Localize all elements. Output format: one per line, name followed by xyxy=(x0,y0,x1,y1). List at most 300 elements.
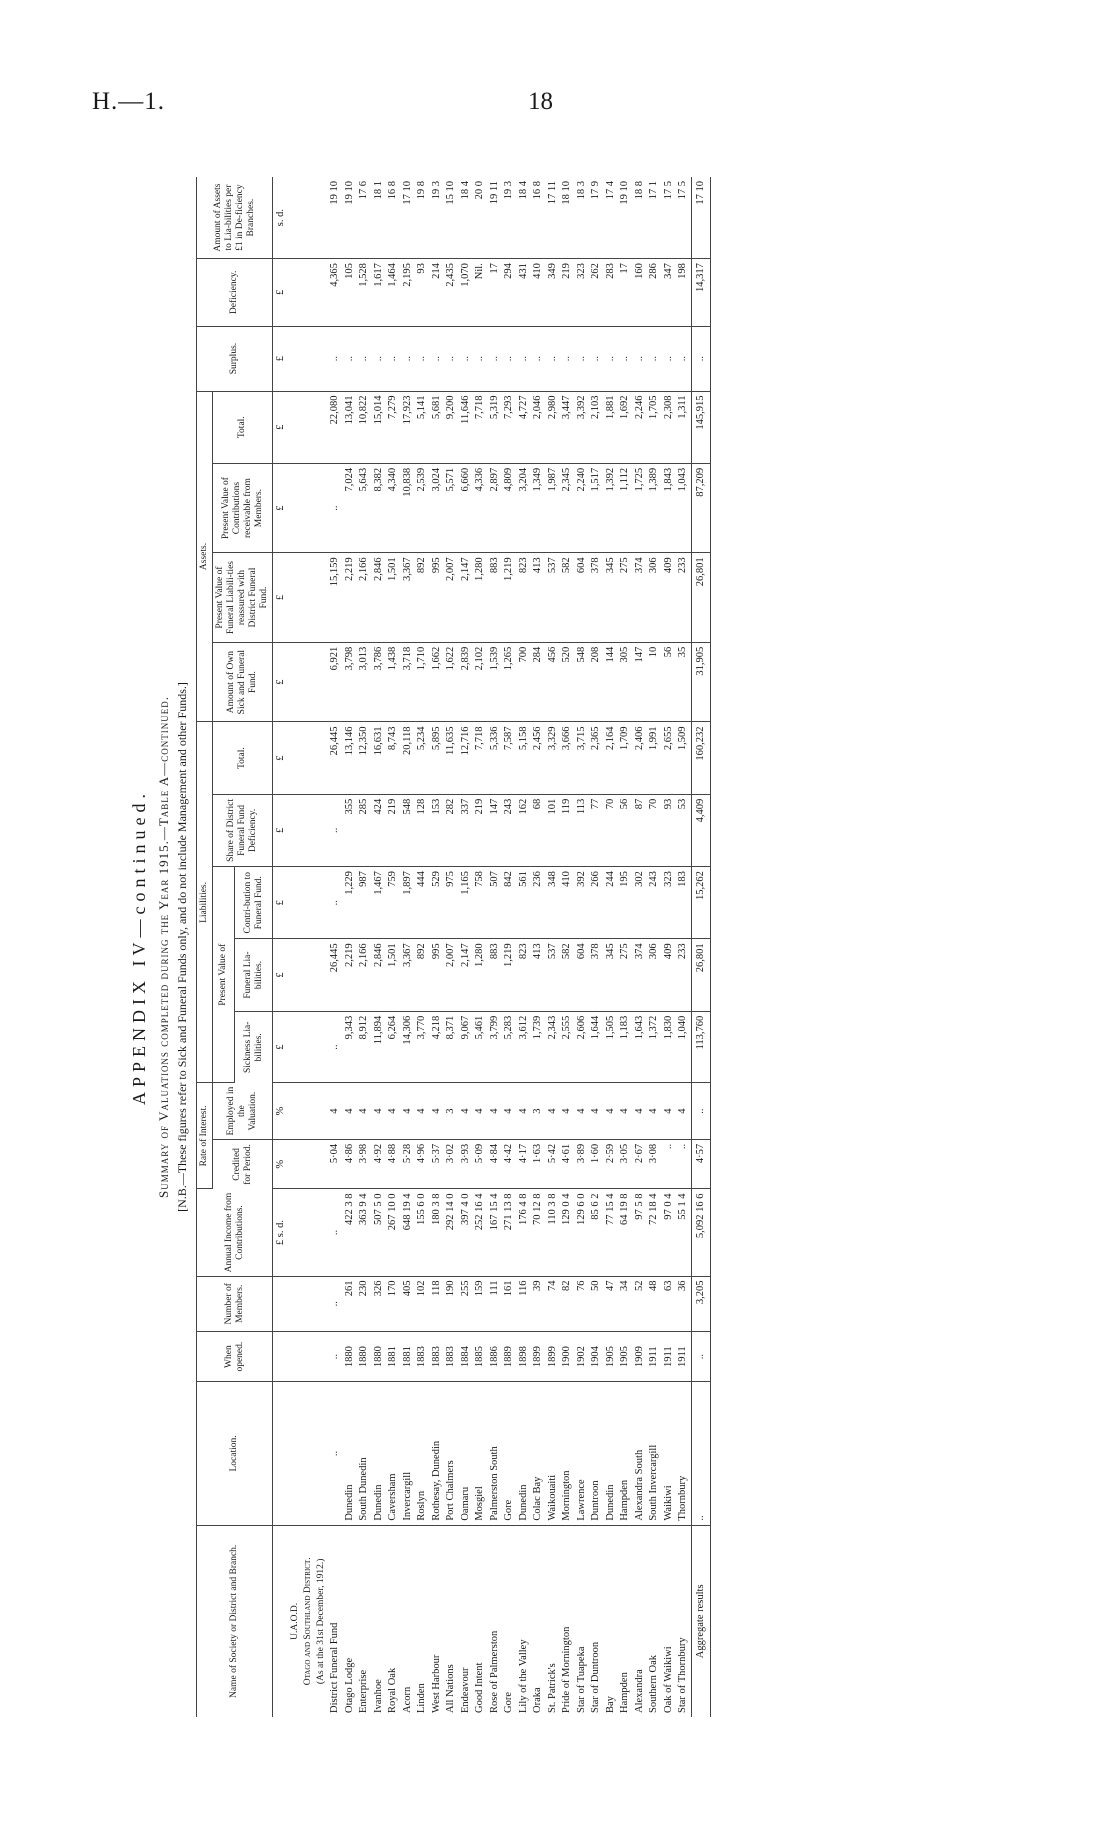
cell-reassured: 1,219 xyxy=(502,552,517,641)
cell-total: 5,158 xyxy=(517,721,532,793)
cell-per-pound: 19 10 xyxy=(343,177,358,259)
cell-employed: 4 xyxy=(415,1082,430,1138)
cell-funeral: 2,219 xyxy=(343,938,358,1010)
cell-employed: 4 xyxy=(676,1082,691,1138)
cell-credited: 3·08 xyxy=(647,1139,662,1189)
col-contribution: Contri-bution to Funeral Fund. xyxy=(235,866,273,938)
group-heading: U.A.O.D. xyxy=(290,1602,300,1640)
cell-reassured: 2,007 xyxy=(444,552,459,641)
cell-funeral: 823 xyxy=(517,938,532,1010)
cell-pv: 1,349 xyxy=(531,463,546,552)
cell-employed: 4 xyxy=(386,1082,401,1138)
cell-surplus: .. xyxy=(546,326,561,391)
cell-per-pound: 18 10 xyxy=(560,177,575,259)
cell-sickness: 11,894 xyxy=(372,1011,387,1083)
cell-surplus: .. xyxy=(633,326,648,391)
cell-location: Caversham xyxy=(386,1381,401,1524)
units-row xyxy=(273,177,290,1717)
cell-pv: 1,843 xyxy=(662,463,677,552)
cell-contribution: 444 xyxy=(415,866,430,938)
cell-per-pound: 17 11 xyxy=(546,177,561,259)
cell-pv: 1,517 xyxy=(589,463,604,552)
cell-own: 1,662 xyxy=(430,642,445,722)
cell-surplus: .. xyxy=(662,326,677,391)
cell-sickness: 2,606 xyxy=(575,1011,590,1083)
cell-name: West Harbour xyxy=(430,1654,442,1713)
cell-surplus: .. xyxy=(575,326,590,391)
unit-contribution: £ xyxy=(273,866,290,938)
col-present-value-of: Present Value of xyxy=(213,866,235,1082)
district-fund-name: District Funeral Fund xyxy=(329,1622,340,1713)
cell-deficiency: 1,464 xyxy=(386,258,401,325)
cell-contribution: 302 xyxy=(633,866,648,938)
district-employed: 4 xyxy=(328,1082,343,1138)
cell-share: 77 xyxy=(589,794,604,866)
cell-total: 5,895 xyxy=(430,721,445,793)
rotated-landscape-table xyxy=(129,177,1089,1717)
cell-sickness: 9,343 xyxy=(343,1011,358,1083)
table-subheading: Summary of Valuations completed during the Year 1915.—Table A—continued. xyxy=(156,695,171,1198)
cell-members: 170 xyxy=(386,1276,401,1331)
unit-reassured: £ xyxy=(273,552,290,641)
cell-location: Dunedin xyxy=(604,1381,619,1524)
cell-income: 110 3 8 xyxy=(546,1189,561,1276)
cell-location: Gore xyxy=(502,1381,517,1524)
cell-employed: 4 xyxy=(517,1082,532,1138)
cell-contribution: 1,467 xyxy=(372,866,387,938)
cell-employed: 4 xyxy=(473,1082,488,1138)
col-rate-employed: Employed in the Valuation. xyxy=(213,1082,273,1138)
cell-atotal: 7,718 xyxy=(473,391,488,463)
cell-contribution: 529 xyxy=(430,866,445,938)
cell-total: 1,709 xyxy=(618,721,633,793)
cell-contribution: 392 xyxy=(575,866,590,938)
cell-pv: 5,643 xyxy=(357,463,372,552)
cell-per-pound: 19 3 xyxy=(430,177,445,259)
cell-pv: 1,392 xyxy=(604,463,619,552)
cell-own: 1,438 xyxy=(386,642,401,722)
cell-name: Acorn xyxy=(401,1686,413,1713)
col-opened: When opened. xyxy=(197,1331,273,1381)
cell-total: 1,509 xyxy=(676,721,691,793)
district-pv: .. xyxy=(328,463,343,552)
cell-employed: 4 xyxy=(372,1082,387,1138)
cell-sickness: 1,505 xyxy=(604,1011,619,1083)
cell-credited: 2·67 xyxy=(633,1139,648,1189)
cell-opened: 1880 xyxy=(372,1331,387,1381)
cell-funeral: 2,166 xyxy=(357,938,372,1010)
col-name: Name of Society or District and Branch. xyxy=(197,1525,273,1717)
cell-share: 56 xyxy=(618,794,633,866)
cell-funeral: 275 xyxy=(618,938,633,1010)
cell-contribution: 243 xyxy=(647,866,662,938)
aggregate-surplus: .. xyxy=(691,326,710,391)
cell-reassured: 883 xyxy=(488,552,503,641)
cell-opened: 1911 xyxy=(647,1331,662,1381)
cell-opened: 1889 xyxy=(502,1331,517,1381)
cell-reassured: 306 xyxy=(647,552,662,641)
cell-total: 20,118 xyxy=(401,721,416,793)
aggregate-credited: 4·57 xyxy=(691,1139,710,1189)
cell-atotal: 3,392 xyxy=(575,391,590,463)
cell-name: Alexandra xyxy=(633,1668,645,1713)
district-fund-row xyxy=(328,177,343,1717)
district-per-pound: 19 10 xyxy=(328,177,343,259)
cell-deficiency: 93 xyxy=(415,258,430,325)
cell-funeral: 378 xyxy=(589,938,604,1010)
cell-sickness: 1,739 xyxy=(531,1011,546,1083)
cell-pv: 4,809 xyxy=(502,463,517,552)
cell-reassured: 378 xyxy=(589,552,604,641)
cell-name: Gore xyxy=(503,1691,514,1713)
cell-income: 70 12 8 xyxy=(531,1189,546,1276)
cell-contribution: 266 xyxy=(589,866,604,938)
cell-credited: 3·89 xyxy=(575,1139,590,1189)
district-credited: 5·04 xyxy=(328,1139,343,1189)
cell-pv: 1,725 xyxy=(633,463,648,552)
cell-pv: 5,571 xyxy=(444,463,459,552)
aggregate-atotal: 145,915 xyxy=(691,391,710,463)
cell-own: 3,798 xyxy=(343,642,358,722)
cell-reassured: 2,166 xyxy=(357,552,372,641)
cell-total: 8,743 xyxy=(386,721,401,793)
cell-atotal: 10,822 xyxy=(357,391,372,463)
cell-contribution: 975 xyxy=(444,866,459,938)
cell-per-pound: 19 10 xyxy=(618,177,633,259)
aggregate-reassured: 26,801 xyxy=(691,552,710,641)
cell-credited: 5·37 xyxy=(430,1139,445,1189)
col-pv-contributions: Present Value of Contributions receivable from Members. xyxy=(213,463,273,552)
cell-per-pound: 19 8 xyxy=(415,177,430,259)
cell-own: 147 xyxy=(633,642,648,722)
cell-employed: 4 xyxy=(430,1082,445,1138)
cell-funeral: 2,846 xyxy=(372,938,387,1010)
cell-name: Star of Duntroon xyxy=(590,1641,601,1713)
cell-own: 10 xyxy=(647,642,662,722)
cell-per-pound: 15 10 xyxy=(444,177,459,259)
cell-deficiency: 294 xyxy=(502,258,517,325)
cell-location: Dunedin xyxy=(517,1381,532,1524)
cell-members: 102 xyxy=(415,1276,430,1331)
aggregate-name: Aggregate results xyxy=(691,1525,710,1717)
cell-location: Colac Bay xyxy=(531,1381,546,1524)
cell-share: 162 xyxy=(517,794,532,866)
cell-contribution: 236 xyxy=(531,866,546,938)
cell-surplus: .. xyxy=(444,326,459,391)
cell-own: 3,786 xyxy=(372,642,387,722)
cell-share: 70 xyxy=(647,794,662,866)
table-row xyxy=(444,177,459,1717)
district-funeral: 26,445 xyxy=(328,938,343,1010)
cell-reassured: 2,147 xyxy=(459,552,474,641)
cell-location: Duntroon xyxy=(589,1381,604,1524)
cell-share: 424 xyxy=(372,794,387,866)
cell-location: Dunedin xyxy=(372,1381,387,1524)
cell-opened: 1880 xyxy=(343,1331,358,1381)
district-reassured: 15,159 xyxy=(328,552,343,641)
aggregate-employed: .. xyxy=(691,1082,710,1138)
cell-pv: 2,345 xyxy=(560,463,575,552)
page-number: 18 xyxy=(528,88,553,115)
valuation-table xyxy=(196,177,711,1717)
cell-deficiency: 17 xyxy=(488,258,503,325)
cell-members: 159 xyxy=(473,1276,488,1331)
cell-sickness: 8,371 xyxy=(444,1011,459,1083)
table-row xyxy=(560,177,575,1717)
cell-pv: 1,987 xyxy=(546,463,561,552)
col-assets: Assets. xyxy=(197,391,213,722)
cell-pv: 4,340 xyxy=(386,463,401,552)
cell-income: 129 0 4 xyxy=(560,1189,575,1276)
cell-location: Waikiwi xyxy=(662,1381,677,1524)
cell-own: 284 xyxy=(531,642,546,722)
cell-members: 161 xyxy=(502,1276,517,1331)
col-funeral-liab: Funeral Lia-bilities. xyxy=(235,938,273,1010)
district-total: 26,445 xyxy=(328,721,343,793)
cell-deficiency: 410 xyxy=(531,258,546,325)
cell-share: 337 xyxy=(459,794,474,866)
cell-contribution: 183 xyxy=(676,866,691,938)
cell-credited: 5·42 xyxy=(546,1139,561,1189)
cell-employed: 4 xyxy=(546,1082,561,1138)
col-location: Location. xyxy=(197,1381,273,1524)
cell-reassured: 2,219 xyxy=(343,552,358,641)
cell-total: 12,716 xyxy=(459,721,474,793)
district-opened: .. xyxy=(328,1331,343,1381)
cell-own: 208 xyxy=(589,642,604,722)
cell-opened: 1899 xyxy=(531,1331,546,1381)
cell-credited: 4·86 xyxy=(343,1139,358,1189)
unit-credited: % xyxy=(273,1139,290,1189)
cell-total: 7,587 xyxy=(502,721,517,793)
cell-total: 16,631 xyxy=(372,721,387,793)
table-row xyxy=(430,177,445,1717)
cell-deficiency: 1,617 xyxy=(372,258,387,325)
cell-total: 2,365 xyxy=(589,721,604,793)
cell-members: 34 xyxy=(618,1276,633,1331)
aggregate-opened: .. xyxy=(691,1331,710,1381)
cell-opened: 1905 xyxy=(618,1331,633,1381)
cell-reassured: 1,280 xyxy=(473,552,488,641)
cell-own: 3,718 xyxy=(401,642,416,722)
cell-sickness: 5,283 xyxy=(502,1011,517,1083)
aggregate-deficiency: 14,317 xyxy=(691,258,710,325)
unit-funeral: £ xyxy=(273,938,290,1010)
cell-name: All Nations xyxy=(445,1663,456,1713)
cell-name: Hampden xyxy=(619,1671,630,1713)
cell-atotal: 2,046 xyxy=(531,391,546,463)
cell-share: 355 xyxy=(343,794,358,866)
cell-contribution: 842 xyxy=(502,866,517,938)
cell-pv: 1,043 xyxy=(676,463,691,552)
cell-reassured: 995 xyxy=(430,552,445,641)
district-date: (As at the 31st December, 1912.) xyxy=(316,1558,326,1684)
cell-total: 11,635 xyxy=(444,721,459,793)
aggregate-income: 5,092 16 6 xyxy=(691,1189,710,1276)
cell-name: Southern Oak xyxy=(648,1654,659,1713)
district-members: .. xyxy=(328,1276,343,1331)
cell-deficiency: 1,070 xyxy=(459,258,474,325)
cell-own: 2,839 xyxy=(459,642,474,722)
cell-atotal: 5,141 xyxy=(415,391,430,463)
cell-per-pound: 16 8 xyxy=(386,177,401,259)
cell-opened: 1881 xyxy=(401,1331,416,1381)
cell-reassured: 582 xyxy=(560,552,575,641)
unit-sickness: £ xyxy=(273,1011,290,1083)
cell-credited: 5·09 xyxy=(473,1139,488,1189)
cell-share: 68 xyxy=(531,794,546,866)
col-own-funds: Amount of Own Sick and Funeral Fund. xyxy=(213,642,273,722)
cell-members: 255 xyxy=(459,1276,474,1331)
cell-deficiency: 2,435 xyxy=(444,258,459,325)
cell-pv: 1,389 xyxy=(647,463,662,552)
cell-name: Enterprise xyxy=(358,1669,369,1713)
district-own: 6,921 xyxy=(328,642,343,722)
cell-surplus: .. xyxy=(676,326,691,391)
col-surplus: Surplus. xyxy=(197,326,273,391)
cell-deficiency: 160 xyxy=(633,258,648,325)
cell-contribution: 348 xyxy=(546,866,561,938)
cell-share: 219 xyxy=(473,794,488,866)
cell-funeral: 582 xyxy=(560,938,575,1010)
table-row xyxy=(415,177,430,1717)
cell-funeral: 306 xyxy=(647,938,662,1010)
table-row xyxy=(488,177,503,1717)
unit-share: £ xyxy=(273,794,290,866)
cell-deficiency: 286 xyxy=(647,258,662,325)
cell-employed: 4 xyxy=(589,1082,604,1138)
cell-opened: 1898 xyxy=(517,1331,532,1381)
cell-sickness: 2,343 xyxy=(546,1011,561,1083)
cell-funeral: 3,367 xyxy=(401,938,416,1010)
cell-surplus: .. xyxy=(459,326,474,391)
district-deficiency: 4,365 xyxy=(328,258,343,325)
cell-funeral: 1,501 xyxy=(386,938,401,1010)
cell-share: 93 xyxy=(662,794,677,866)
district-name-row xyxy=(302,177,315,1717)
cell-income: 155 6 0 xyxy=(415,1189,430,1276)
cell-sickness: 2,555 xyxy=(560,1011,575,1083)
cell-members: 190 xyxy=(444,1276,459,1331)
cell-per-pound: 17 1 xyxy=(647,177,662,259)
cell-per-pound: 17 5 xyxy=(662,177,677,259)
cell-atotal: 11,646 xyxy=(459,391,474,463)
cell-atotal: 1,692 xyxy=(618,391,633,463)
cell-surplus: .. xyxy=(531,326,546,391)
table-row xyxy=(372,177,387,1717)
cell-deficiency: 323 xyxy=(575,258,590,325)
cell-members: 52 xyxy=(633,1276,648,1331)
cell-deficiency: 198 xyxy=(676,258,691,325)
cell-atotal: 15,014 xyxy=(372,391,387,463)
district-income: .. xyxy=(328,1189,343,1276)
aggregate-per-pound: 17 10 xyxy=(691,177,710,259)
cell-location: Rothesay, Dunedin xyxy=(430,1381,445,1524)
cell-atotal: 7,293 xyxy=(502,391,517,463)
cell-share: 548 xyxy=(401,794,416,866)
cell-pv: 2,897 xyxy=(488,463,503,552)
cell-sickness: 1,183 xyxy=(618,1011,633,1083)
cell-total: 2,655 xyxy=(662,721,677,793)
col-share-district: Share of District Funeral Fund Deficiency. xyxy=(213,794,273,866)
table-row xyxy=(386,177,401,1717)
cell-own: 456 xyxy=(546,642,561,722)
cell-reassured: 374 xyxy=(633,552,648,641)
district-share: .. xyxy=(328,794,343,866)
cell-surplus: .. xyxy=(430,326,445,391)
cell-name: Lily of the Valley xyxy=(517,1638,529,1713)
cell-members: 63 xyxy=(662,1276,677,1331)
cell-location: Palmerston South xyxy=(488,1381,503,1524)
cell-surplus: .. xyxy=(473,326,488,391)
cell-members: 76 xyxy=(575,1276,590,1331)
cell-per-pound: 18 4 xyxy=(517,177,532,259)
cell-employed: 3 xyxy=(531,1082,546,1138)
cell-opened: 1881 xyxy=(386,1331,401,1381)
cell-location: Dunedin xyxy=(343,1381,358,1524)
table-row xyxy=(647,177,662,1717)
cell-employed: 4 xyxy=(502,1082,517,1138)
cell-income: 397 4 0 xyxy=(459,1189,474,1276)
cell-location: Roslyn xyxy=(415,1381,430,1524)
cell-employed: 4 xyxy=(560,1082,575,1138)
cell-total: 7,718 xyxy=(473,721,488,793)
cell-income: 85 6 2 xyxy=(589,1189,604,1276)
unit-income: £ s. d. xyxy=(273,1189,290,1276)
cell-share: 70 xyxy=(604,794,619,866)
table-row xyxy=(618,177,633,1717)
cell-funeral: 345 xyxy=(604,938,619,1010)
cell-name: Rose of Palmerston xyxy=(488,1630,500,1713)
cell-per-pound: 20 0 xyxy=(473,177,488,259)
cell-credited: 4·17 xyxy=(517,1139,532,1189)
cell-employed: 4 xyxy=(604,1082,619,1138)
cell-sickness: 8,912 xyxy=(357,1011,372,1083)
cell-atotal: 17,923 xyxy=(401,391,416,463)
cell-reassured: 823 xyxy=(517,552,532,641)
cell-deficiency: 262 xyxy=(589,258,604,325)
col-rate-credited: Credited for Period. xyxy=(213,1139,273,1189)
cell-credited: 4·96 xyxy=(415,1139,430,1189)
cell-per-pound: 18 8 xyxy=(633,177,648,259)
cell-own: 2,102 xyxy=(473,642,488,722)
cell-income: 180 3 8 xyxy=(430,1189,445,1276)
unit-employed: % xyxy=(273,1082,290,1138)
cell-credited: 5·28 xyxy=(401,1139,416,1189)
cell-contribution: 561 xyxy=(517,866,532,938)
cell-reassured: 1,501 xyxy=(386,552,401,641)
cell-credited: 1·60 xyxy=(589,1139,604,1189)
cell-reassured: 892 xyxy=(415,552,430,641)
cell-atotal: 5,681 xyxy=(430,391,445,463)
cell-opened: 1885 xyxy=(473,1331,488,1381)
table-row xyxy=(357,177,372,1717)
cell-surplus: .. xyxy=(618,326,633,391)
cell-income: 271 13 8 xyxy=(502,1189,517,1276)
cell-pv: 2,539 xyxy=(415,463,430,552)
cell-reassured: 409 xyxy=(662,552,677,641)
cell-location: Mornington xyxy=(560,1381,575,1524)
cell-income: 252 16 4 xyxy=(473,1189,488,1276)
cell-own: 1,622 xyxy=(444,642,459,722)
unit-deficiency: £ xyxy=(273,258,290,325)
cell-total: 1,991 xyxy=(647,721,662,793)
cell-share: 101 xyxy=(546,794,561,866)
district-surplus: .. xyxy=(328,326,343,391)
cell-credited: 4·88 xyxy=(386,1139,401,1189)
cell-reassured: 345 xyxy=(604,552,619,641)
cell-deficiency: Nil. xyxy=(473,258,488,325)
